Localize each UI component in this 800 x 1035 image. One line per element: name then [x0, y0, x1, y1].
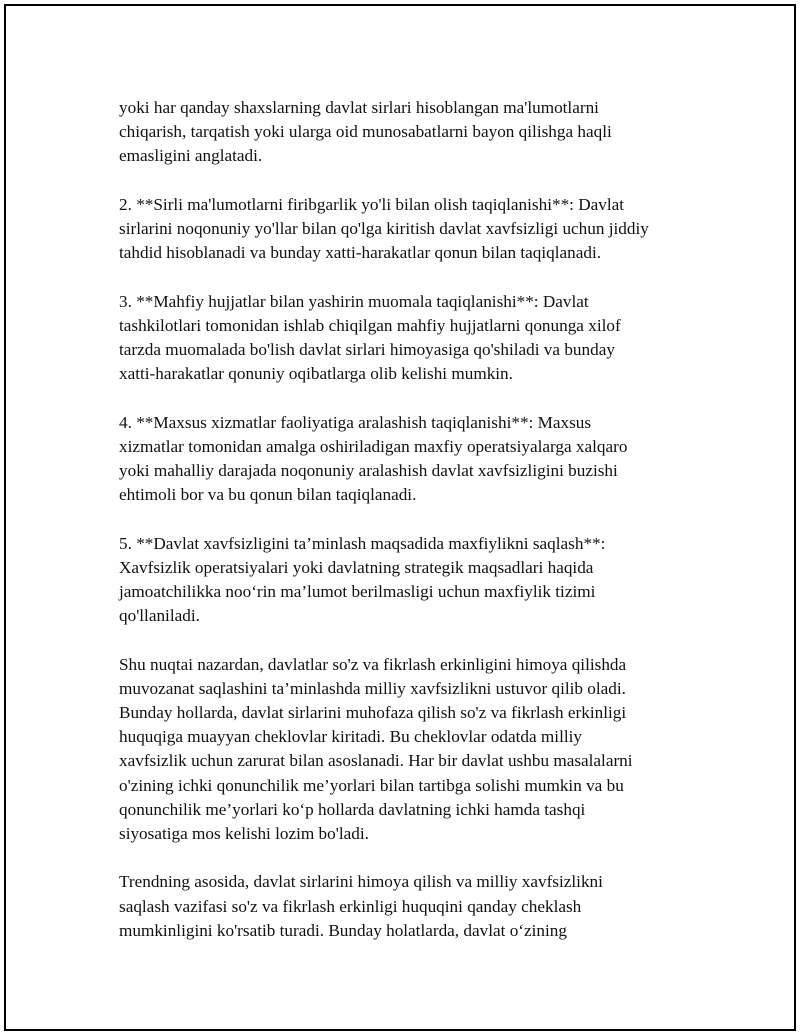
text-line: 3. **Mahfiy hujjatlar bilan yashirin muomala taqiqlanishi**: Davlat — [119, 291, 589, 311]
text-line: xavfsizlik uchun zarurat bilan asoslanadi. Har bir davlat ushbu masalalarni — [119, 751, 633, 771]
paragraph-5 — [119, 532, 699, 629]
paragraph-1 — [119, 96, 699, 169]
text-line: emasligini anglatadi. — [119, 146, 263, 166]
text-line: xizmatlar tomonidan amalga oshiriladigan maxfiy operatsiyalarga xalqaro — [119, 436, 628, 456]
text-line: sirlarini noqonuniy yo'llar bilan qo'lga kiritish davlat xavfsizligi uchun jiddiy — [119, 219, 649, 238]
text-line: qo'llaniladi. — [119, 606, 200, 626]
text-line: tarzda muomalada bo'lish davlat sirlari himoyasiga qo'shiladi va bunday — [119, 340, 615, 359]
text-line: siyosatiga mos kelishi lozim bo'ladi. — [119, 824, 369, 844]
text-line: saqlash vazifasi so'z va fikrlash erkinligi huquqini qanday cheklash — [119, 896, 582, 916]
text-line: Trendning asosida, davlat sirlarini himoya qilish va milliy xavfsizlikni — [119, 872, 603, 892]
paragraph-3 — [119, 290, 699, 387]
text-line: 4. **Maxsus xizmatlar faoliyatiga aralashish taqiqlanishi**: Maxsus — [119, 412, 592, 432]
text-line: jamoatchilikka noo‘rin ma’lumot berilmasligi uchun maxfiylik tizimi — [119, 582, 596, 601]
text-line: huquqiga muayyan cheklovlar kiritadi. Bu cheklovlar odatda milliy — [119, 727, 582, 747]
text-line: o'zining ichki qonunchilik me’yorlari bilan tartibga solishi mumkin va bu — [119, 775, 624, 795]
paragraph-7 — [119, 870, 699, 943]
text-line: xatti-harakatlar qonuniy oqibatlarga olib kelishi mumkin. — [119, 364, 513, 384]
text-line: tashkilotlari tomonidan ishlab chiqilgan mahfiy hujjatlarni qonunga xilof — [119, 315, 621, 335]
text-line: chiqarish, tarqatish yoki ularga oid munosabatlarni bayon qilishga haqli — [119, 122, 612, 142]
text-line: qonunchilik me’yorlari ko‘p hollarda davlatning ichki hamda tashqi — [119, 799, 586, 819]
page-frame — [4, 4, 796, 1031]
text-line: 2. **Sirli ma'lumotlarni firibgarlik yo'li bilan olish taqiqlanishi**: Davlat — [119, 194, 625, 214]
text-line: mumkinligini ko'rsatib turadi. Bunday holatlarda, davlat o‘zining — [119, 920, 567, 940]
paragraph-2 — [119, 193, 699, 266]
text-line: tahdid hisoblanadi va bunday xatti-harakatlar qonun bilan taqiqlanadi. — [119, 243, 602, 263]
text-line: Shu nuqtai nazardan, davlatlar so'z va fikrlash erkinligini himoya qilishda — [119, 654, 627, 674]
text-line: yoki mahalliy darajada noqonuniy aralashish davlat xavfsizligini buzishi — [119, 461, 618, 480]
paragraph-6 — [119, 653, 699, 847]
text-line: ehtimoli bor va bu qonun bilan taqiqlanadi. — [119, 485, 417, 505]
text-line: Xavfsizlik operatsiyalari yoki davlatning strategik maqsadlari haqida — [119, 557, 594, 577]
document-body — [119, 96, 699, 967]
paragraph-4 — [119, 411, 699, 508]
text-line: Bunday hollarda, davlat sirlarini muhofaza qilish so'z va fikrlash erkinligi — [119, 703, 627, 722]
text-line: muvozanat saqlashini ta’minlashda milliy xavfsizlikni ustuvor qilib oladi. — [119, 678, 626, 698]
text-line: 5. **Davlat xavfsizligini ta’minlash maqsadida maxfiylikni saqlash**: — [119, 533, 606, 553]
text-line: yoki har qanday shaxslarning davlat sirlari hisoblangan ma'lumotlarni — [119, 98, 599, 117]
